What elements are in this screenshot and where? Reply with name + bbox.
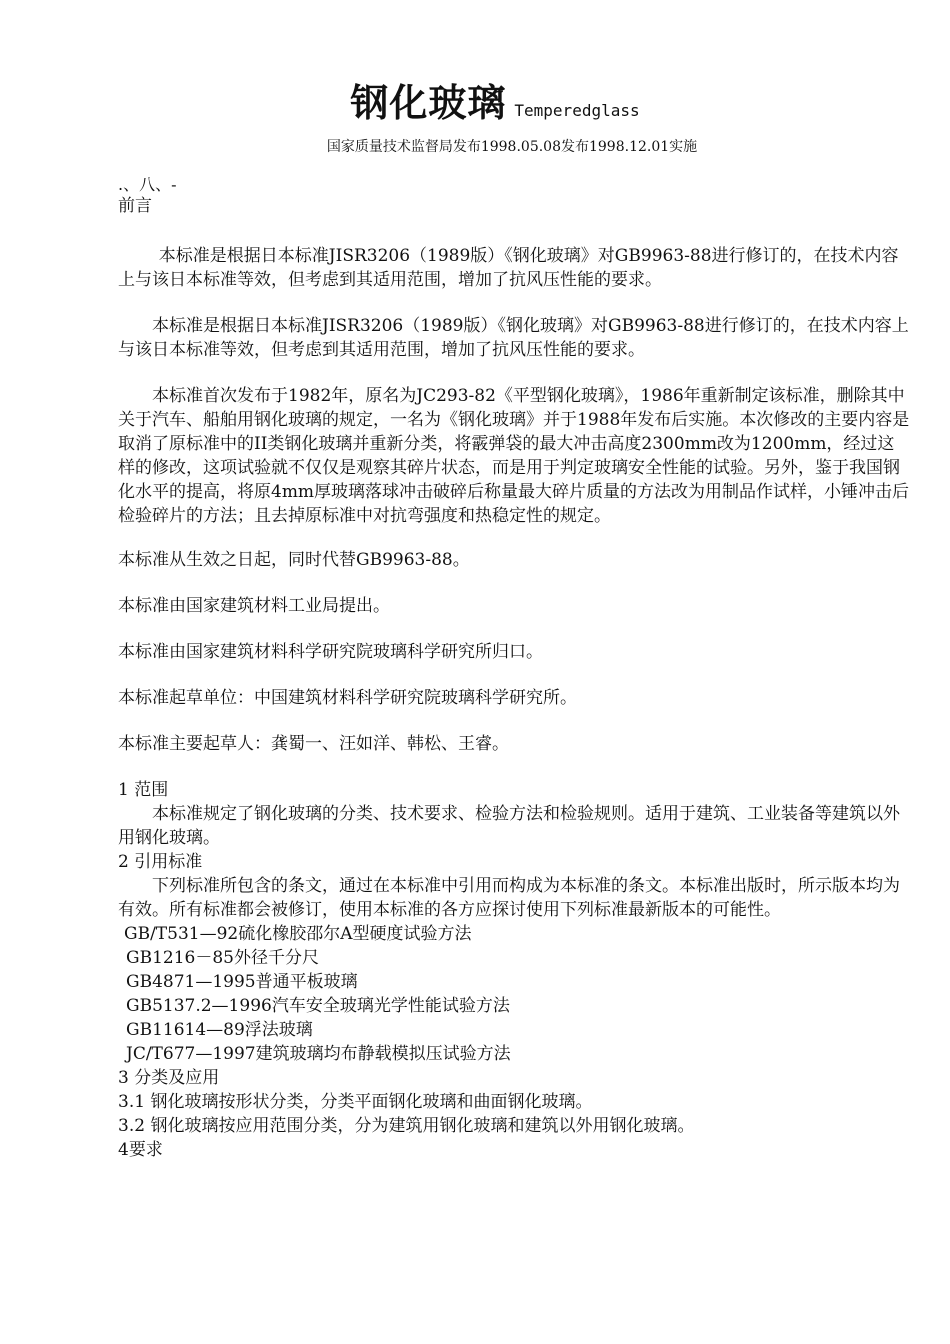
spacer bbox=[118, 572, 910, 594]
foreword-paragraph: 本标准是根据日本标准JISR3206（1989版）《钢化玻璃》对GB9963-88进行修订的，在技术内容上与该日本标准等效，但考虑到其适用范围，增加了抗风压性能的要求。 bbox=[118, 316, 909, 360]
foreword-paragraph: 本标准是根据日本标准JISR3206（1989版）《钢化玻璃》对GB9963-88进行修订的，在技术内容上与该日本标准等效，但考虑到其适用范围，增加了抗风压性能的要求。 bbox=[118, 246, 899, 290]
spacer bbox=[118, 664, 910, 686]
reference-item: JC/T677—1997建筑玻璃均布静载模拟压试验方法 bbox=[126, 1044, 511, 1064]
section-heading: 4要求 bbox=[118, 1140, 163, 1160]
reference-item: GB/T531—92硫化橡胶邵尔A型硬度试验方法 bbox=[124, 924, 472, 944]
section-paragraph: 下列标准所包含的条文，通过在本标准中引用而构成为本标准的条文。本标准出版时，所示版本均为有效。所有标准都会被修订，使用本标准的各方应探讨使用下列标准最新版本的可能性。 bbox=[118, 876, 900, 920]
foreword-paragraph: 本标准从生效之日起，同时代替GB9963-88。 bbox=[118, 550, 470, 570]
foreword-paragraph: 本标准主要起草人：龚蜀一、汪如洋、韩松、王睿。 bbox=[118, 734, 509, 754]
section-paragraph: 本标准规定了钢化玻璃的分类、技术要求、检验方法和检验规则。适用于建筑、工业装备等建筑以外用钢化玻璃。 bbox=[118, 804, 900, 848]
clause-3-1: 3.1 钢化玻璃按形状分类，分类平面钢化玻璃和曲面钢化玻璃。 bbox=[118, 1092, 593, 1112]
section-heading: 1 范围 bbox=[118, 780, 169, 800]
reference-item: GB5137.2—1996汽车安全玻璃光学性能试验方法 bbox=[126, 996, 510, 1016]
section-heading: 2 引用标准 bbox=[118, 852, 203, 872]
document-body bbox=[118, 176, 910, 1162]
spacer bbox=[118, 218, 910, 244]
foreword-paragraph: 本标准起草单位：中国建筑材料科学研究院玻璃科学研究所。 bbox=[118, 688, 577, 708]
title-row bbox=[0, 72, 950, 127]
document-title-english: Temperedglass bbox=[514, 101, 640, 120]
reference-item: GB4871—1995普通平板玻璃 bbox=[126, 972, 358, 992]
spacer bbox=[118, 618, 910, 640]
foreword-paragraph: 本标准由国家建筑材料科学研究院玻璃科学研究所归口。 bbox=[118, 642, 543, 662]
reference-item: GB11614—89浮法玻璃 bbox=[126, 1020, 313, 1040]
spacer bbox=[118, 292, 910, 314]
issue-line: 国家质量技术监督局发布1998.05.08发布1998.12.01实施 bbox=[326, 139, 698, 155]
foreword-paragraph: 本标准首次发布于1982年，原名为JC293-82《平型钢化玻璃》，1986年重新制定该标准，删除其中关于汽车、船舶用钢化玻璃的规定，一名为《钢化玻璃》并于1988年发布后实施。本次修改的主要内容是取消了原标准中的II类钢化玻璃并重新分类，将霰弹袋的最大冲击高度2300mm改为1200mm，经过这样的修改，这项试验就不仅仅是观察其碎片状态，而是用于判定玻璃安全性能的试验。另外，鉴于我国钢化水平的提高，将原4mm厚玻璃落球冲击破碎后称量最大碎片质量的方法改为用制品作试样，小锤冲击后检验碎片的方法；且去掉原标准中对抗弯强度和热稳定性的规定。 bbox=[118, 386, 910, 526]
foreword-heading: 前言 bbox=[118, 196, 152, 216]
spacer bbox=[118, 756, 910, 778]
section-heading: 3 分类及应用 bbox=[118, 1068, 220, 1088]
spacer bbox=[118, 528, 910, 548]
symbol-line: .、八、- bbox=[118, 175, 177, 194]
spacer bbox=[118, 710, 910, 732]
foreword-paragraph: 本标准由国家建筑材料工业局提出。 bbox=[118, 596, 390, 616]
clause-3-2: 3.2 钢化玻璃按应用范围分类，分为建筑用钢化玻璃和建筑以外用钢化玻璃。 bbox=[118, 1116, 695, 1136]
document-title: 钢化玻璃 bbox=[350, 81, 507, 125]
reference-item: GB1216－85外径千分尺 bbox=[126, 948, 319, 968]
spacer bbox=[118, 362, 910, 384]
